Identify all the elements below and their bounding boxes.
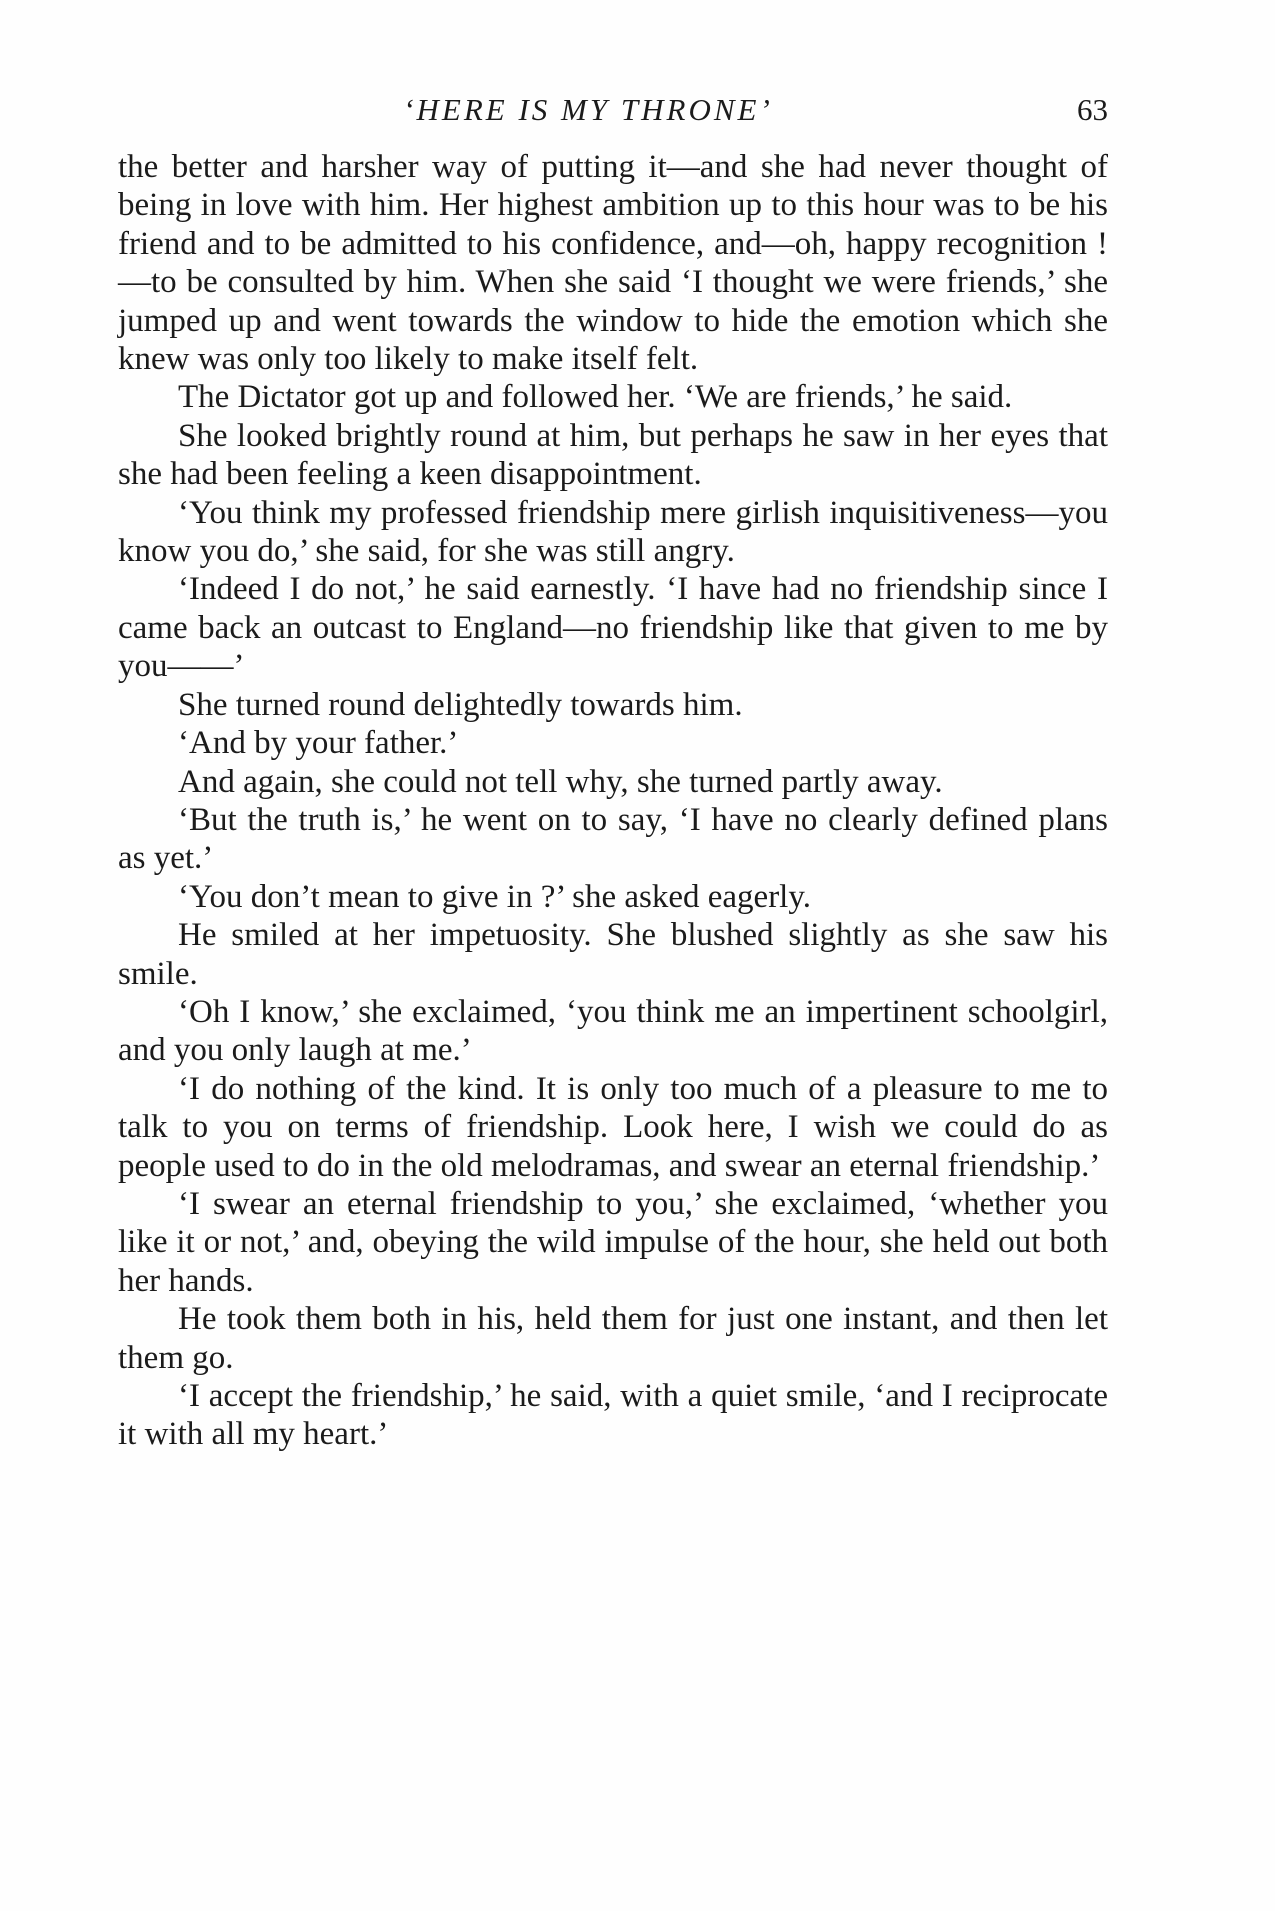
paragraph: ‘Indeed I do not,’ he said earnestly. ‘I have had no friendship since I came back an outcast to England—no friendship like that given to me by you——’	[118, 571, 1108, 685]
paragraph: ‘Oh I know,’ she exclaimed, ‘you think me an impertinent schoolgirl, and you only laugh at me.’	[118, 993, 1108, 1069]
body-text	[118, 148, 1108, 1454]
paragraph: She looked brightly round at him, but perhaps he saw in her eyes that she had been feeling a keen disappointment.	[118, 417, 1108, 493]
paragraph: ‘I accept the friendship,’ he said, with a quiet smile, ‘and I reciprocate it with all my heart.’	[118, 1378, 1108, 1453]
paragraph: ‘You think my professed friendship mere girlish inquisitiveness—you know you do,’ she said, for she was still angry.	[118, 494, 1108, 570]
paragraph: the better and harsher way of putting it—and she had never thought of being in love with him. Her highest ambition up to this hour was to be his friend and to be admitted to his confidence, and—oh, happy recognition !—to be consulted by him. When she said ‘I thought we were friends,’ she jumped up and went towards the window to hide the emotion which she knew was only too likely to make itself felt.	[118, 149, 1108, 378]
paragraph: ‘And by your father.’	[178, 725, 459, 762]
paragraph: He smiled at her impetuosity. She blushed slightly as she saw his smile.	[118, 917, 1108, 992]
paragraph: She turned round delightedly towards him.	[178, 686, 743, 723]
page-number: 63	[1077, 92, 1108, 127]
running-title: ‘HERE IS MY THRONE’	[403, 92, 773, 127]
paragraph: ‘I swear an eternal friendship to you,’ she exclaimed, ‘whether you like it or not,’ and, obeying the wild impulse of the hour, she held out both her hands.	[118, 1185, 1108, 1299]
paragraph: ‘I do nothing of the kind. It is only too much of a pleasure to me to talk to you on terms of friendship. Look here, I wish we could do as people used to do in the old melodramas, and swear an eternal friendship.’	[118, 1070, 1108, 1184]
paragraph: He took them both in his, held them for just one instant, and then let them go.	[118, 1301, 1108, 1376]
paragraph: The Dictator got up and followed her. ‘We are friends,’ he said.	[178, 379, 1013, 416]
paragraph: ‘But the truth is,’ he went on to say, ‘I have no clearly defined plans as yet.’	[118, 801, 1108, 877]
running-head	[118, 92, 1108, 132]
paragraph: And again, she could not tell why, she turned partly away.	[178, 763, 943, 800]
paragraph: ‘You don’t mean to give in ?’ she asked eagerly.	[178, 878, 811, 915]
